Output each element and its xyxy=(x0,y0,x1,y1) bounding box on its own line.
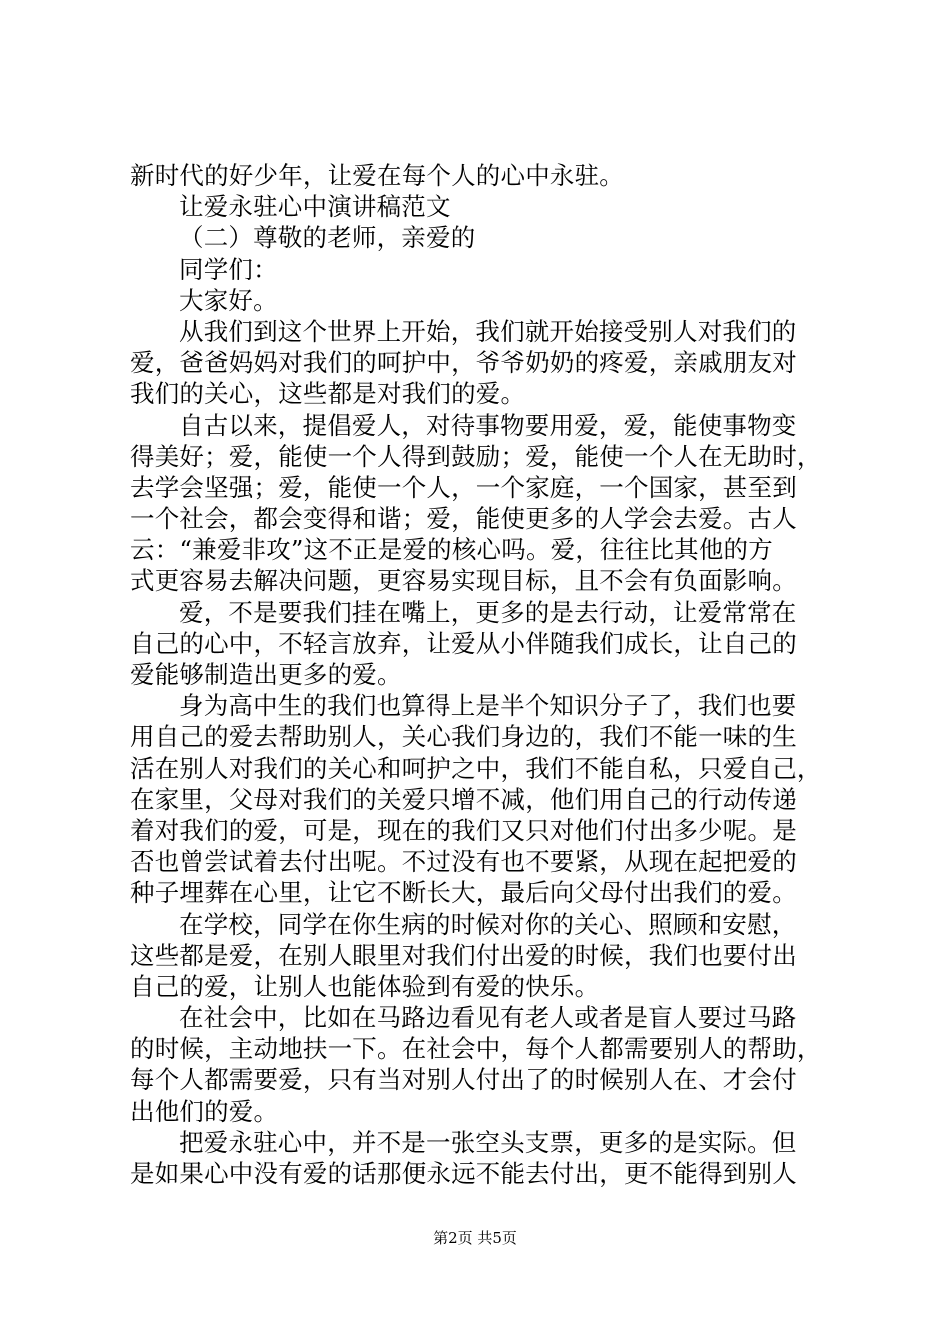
text-line: 的时候，主动地扶一下。在社会中，每个人都需要别人的帮助， xyxy=(130,1034,822,1064)
text-line: 把爱永驻心中，并不是一张空头支票，更多的是实际。但 xyxy=(179,1127,797,1157)
text-line: 云：“兼爱非攻”这不正是爱的核心吗。爱，往往比其他的方 xyxy=(130,535,773,565)
text-line: 活在别人对我们的关心和呵护之中，我们不能自私，只爱自己， xyxy=(130,753,822,783)
text-line: 否也曾尝试着去付出呢。不过没有也不要紧，从现在起把爱的 xyxy=(130,847,797,877)
text-line: 在社会中，比如在马路边看见有老人或者是盲人要过马路 xyxy=(179,1003,797,1033)
text-line: 我们的关心，这些都是对我们的爱。 xyxy=(130,379,526,409)
text-line: 着对我们的爱，可是，现在的我们又只对他们付出多少呢。是 xyxy=(130,815,797,845)
text-line: 从我们到这个世界上开始，我们就开始接受别人对我们的 xyxy=(179,316,797,346)
text-line: 自己的心中，不轻言放弃，让爱从小伴随我们成长，让自己的 xyxy=(130,628,797,658)
text-line: 这些都是爱，在别人眼里对我们付出爱的时候，我们也要付出 xyxy=(130,940,797,970)
text-line: 得美好；爱，能使一个人得到鼓励；爱，能使一个人在无助时， xyxy=(130,441,822,471)
text-line: 爱，不是要我们挂在嘴上，更多的是去行动，让爱常常在 xyxy=(179,597,797,627)
text-line: 新时代的好少年，让爱在每个人的心中永驻。 xyxy=(130,161,624,190)
text-line: （二）尊敬的老师，亲爱的 xyxy=(179,223,476,253)
text-line: 是如果心中没有爱的话那便永远不能去付出，更不能得到别人 xyxy=(130,1159,797,1188)
text-line: 每个人都需要爱，只有当对别人付出了的时候别人在、才会付 xyxy=(130,1065,797,1095)
text-line: 爱能够制造出更多的爱。 xyxy=(130,660,402,689)
text-line: 同学们： xyxy=(179,254,278,284)
text-line: 在家里，父母对我们的关爱只增不减，他们用自己的行动传递 xyxy=(130,784,797,814)
text-line: 身为高中生的我们也算得上是半个知识分子了，我们也要 xyxy=(179,691,797,721)
text-line: 式更容易去解决问题，更容易实现目标，且不会有负面影响。 xyxy=(130,566,797,596)
text-line: 去学会坚强；爱，能使一个人，一个家庭，一个国家，甚至到 xyxy=(130,472,797,502)
text-line: 自古以来，提倡爱人，对待事物要用爱，爱，能使事物变 xyxy=(179,410,797,440)
text-line: 自己的爱，让别人也能体验到有爱的快乐。 xyxy=(130,971,600,1001)
document-body xyxy=(130,160,830,1189)
text-line: 种子埋葬在心里，让它不断长大，最后向父母付出我们的爱。 xyxy=(130,878,797,908)
text-line: 出他们的爱。 xyxy=(130,1096,279,1126)
text-line: 爱，爸爸妈妈对我们的呵护中，爷爷奶奶的疼爱，亲戚朋友对 xyxy=(130,348,797,378)
page-indicator: 第2页 共5页 xyxy=(433,1229,517,1247)
text-line: 一个社会，都会变得和谐；爱，能使更多的人学会去爱。古人 xyxy=(130,504,797,534)
text-line: 用自己的爱去帮助别人，关心我们身边的，我们不能一味的生 xyxy=(130,722,797,752)
text-line: 大家好。 xyxy=(179,285,278,315)
text-line: 在学校，同学在你生病的时候对你的关心、照顾和安慰， xyxy=(179,909,797,939)
text-line: 让爱永驻心中演讲稿范文 xyxy=(179,192,451,222)
